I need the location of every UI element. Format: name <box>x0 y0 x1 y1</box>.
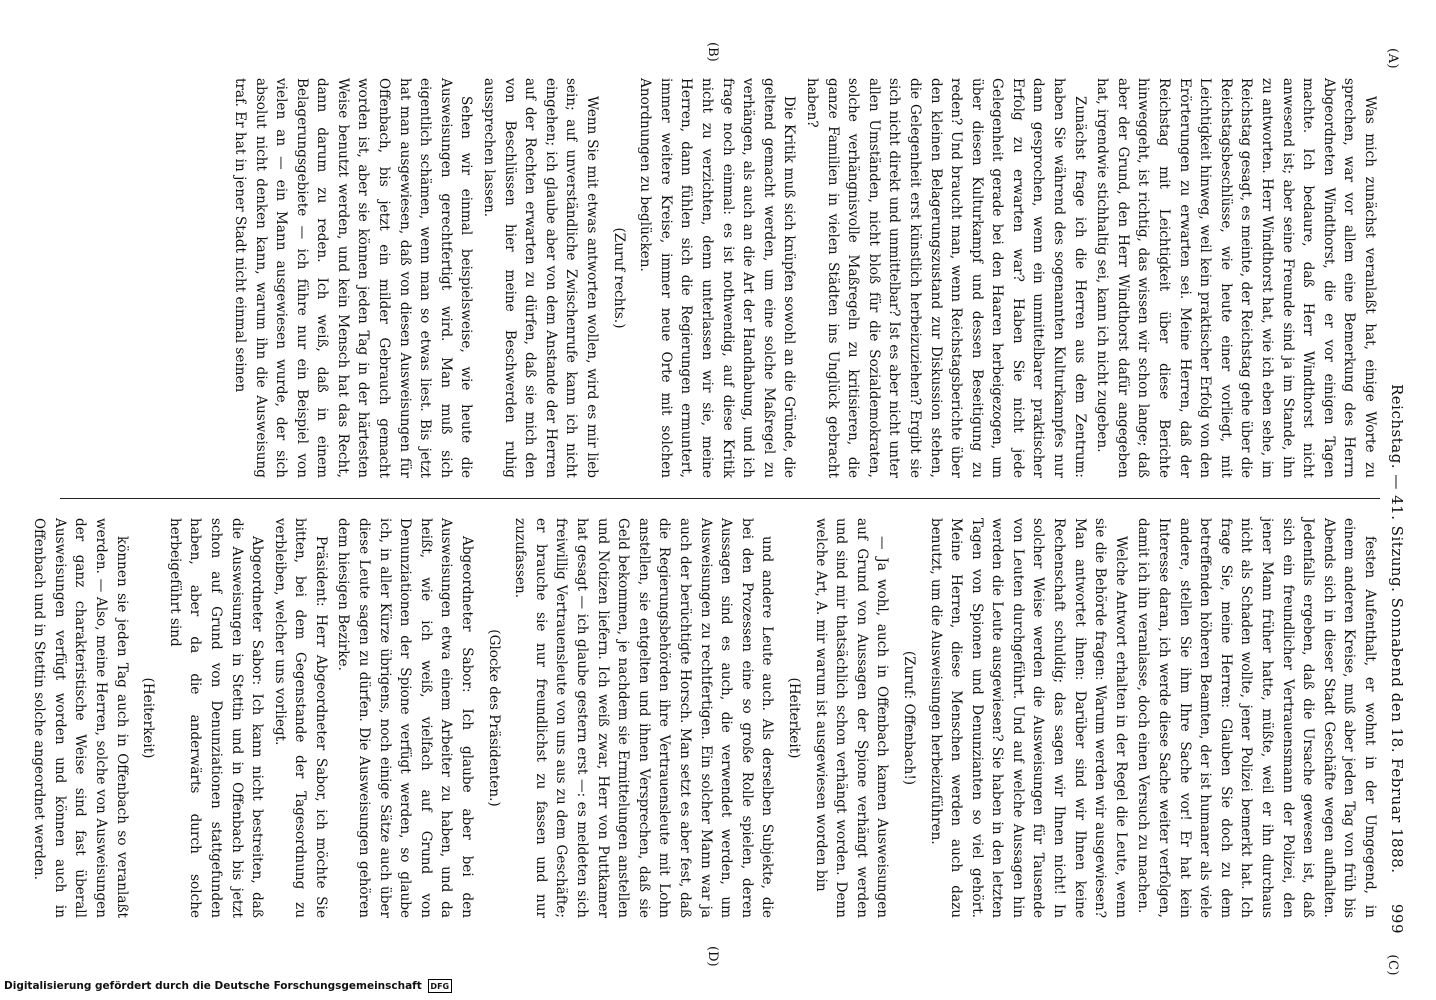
running-title: Reichstag. — 41. Sitzung. Sonnabend den 18. Februar 1888. <box>1388 384 1406 874</box>
interjection: (Heiterkeit) <box>140 677 157 759</box>
interjection: (Zuruf rechts.) <box>610 227 627 329</box>
paragraph: Wenn Sie mit etwas antworten wollen, wird es mir lieb sein; auf unverständliche Zwischenrufe kann ich nicht eingehen; ich glaube aber von dem Anstande der Herren auf der Rechten erwarten zu dürfen, daß sie mich den von Beschlüssen hier meine Beschwerden ruhig aussprechen lassen. <box>481 78 601 478</box>
interjection: (Glocke des Präsidenten.) <box>485 629 502 807</box>
column-divider <box>60 498 1380 499</box>
paragraph: Was mich zunächst veranlaßt hat, einige Worte zu sprechen, war vor allem eine Bemerkung des Herrn Abgeordneten Windthorst, die er vor einigen Tagen machte. Ich bedaure, daß Herr Windthorst nicht anwesend ist; aber seine Freunde sind ja im Stande, ihn zu antworten. Herr Windthorst hat, wie ich eben sehe, im Reichstag gesagt, es meinte, der Reichstag gehe über die Reichstagsbeschlüsse, wie heute einer vorliegt, mit Leichtigkeit hinweg, weil kein praktischer Erfolg von den Erörterungen zu erwarten sei. Meine Herren, daß der Reichstag mit Leichtigkeit über diese Berichte hinweggeht, ist richtig, das wissen wir schon lange; daß aber der Grund, den Herr Windthorst dafür angegeben hat, irgendwie stichhaltig sei, kann ich nicht zugeben. <box>1094 78 1378 478</box>
paragraph: und andere Leute auch. Als derselben Subjekte, die bei den Prozessen eine so große Rolle spielen, deren Aussagen sind es auch, die verwendet werden, um Ausweisungen zu rechtfertigen. Ein solcher Mann war ja auch der berüchtigte Horsch. Man setzt es aber fest, daß die Regierungsbehörden ihre Vertrauensleute mit Lohn anstellen, sie entgelten und ihnen Versprechen, daß sie Geld bekommen, je nachdem sie Ermittelungen anstellen und Notizen liefern. Ich weiß zwar, Herr von Puttkamer hat gesagt — ich glaube gestern erst —: es meldeten sich freiwillig Vertrauensleute von uns aus zu dem Geschäfte; er brauche sie nur freundlichst zu fassen und nur zuzufassen. <box>512 518 776 918</box>
paragraph: festen Aufenthalt, er wohnt in der Umgegend, in einem anderen Kreise, muß aber jeden Tag von früh bis Abends sich in dieser Stadt Geschäfte wegen aufhalten. Jedenfalls ergeben, daß die Ursache gewesen ist, daß sich ein freundlicher Vertrauensmann der Polizei, den jener Mann früher hatte, müßte, weil er ihn durchaus nicht als Schaden wollte, jener Polizei bemerkt hat. Ich frage Sie, meine Herren: Glauben Sie doch zu dem betreffenden höheren Beamten, der ist humaner als viele andere, stellen Sie ihm Ihre Sache vor! Er hat kein Interesse daran, ich werde diese Sache weiter verfolgen, damit ich ihn veranlasse, doch einen Versuch zu machen. <box>1135 518 1378 918</box>
credit-text: Digitalisierung gefördert durch die Deutsche Forschungsgemeinschaft <box>4 980 422 992</box>
left-text-column <box>40 78 1380 478</box>
margin-mark-d: (D) <box>705 946 720 967</box>
interjection: (Zuruf: Offenbach!) <box>900 650 917 786</box>
paragraph: Präsident: Herr Abgeordneter Sabor, ich möchte Sie bitten, bei dem Gegenstande der Tagesordnung zu verbleiben, welcher uns vorliegt. <box>271 518 329 918</box>
digitization-credit <box>0 976 1436 996</box>
paragraph: Sehen wir einmal beispielsweise, wie heute die Ausweisungen gerechtfertigt wird. Man muß sich eigentlich schämen, wenn man so etwas liest. Bis jetzt hat man ausgewiesen, daß von diesen Ausweisungen für Offenbach, bis jetzt ein milder Gebrauch gemacht worden ist, aber sie können jeden Tag in der härtesten Weise benutzt werden, und kein Mensch hat das Recht, dann darum zu reden. Ich weiß, daß in einem Belagerungsgebiete — ich führe nur ein Beispiel von vielen an — ein Mann ausgewiesen wurde, der sich absolut nicht denken kann, warum ihn die Ausweisung traf. Er hat in jener Stadt nicht einmal seinen <box>231 78 475 478</box>
paragraph: Die Kritik muß sich knüpfen sowohl an die Gründe, die geltend gemacht werden, um eine solche Maßregel zu verhängen, als auch an die Art der Handhabung, und ich frage noch einmal: es ist nothwendig, auf diese Kritik nicht zu verzichten, denn unterlassen wir sie, meine Herren, dann fühlen sich die Regierungen ermuntert, immer weitere Kreise, immer neue Orte mit solchen Anordnungen zu beglücken. <box>637 78 798 478</box>
paragraph: Welche Antwort erhalten in der Regel die Leute, wenn sie die Behörde fragen: Warum werden wir ausgewiesen? Man antwortet ihnen: Darüber sind wir Ihnen keine Rechenschaft schuldig; das sagen wir Ihnen nicht! In solcher Weise werden die Ausweisungen für Tausende von Leuten durchgeführt. Und auf welche Aussagen hin werden die Leute ausgewiesen? Sie haben in den letzten Tagen von Spionen und Denunzianten so viel gehört. Meine Herren, diese Menschen werden auch dazu benutzt, um die Ausweisungen herbeizuführen. <box>927 518 1129 918</box>
margin-mark-c: (C) <box>1385 954 1400 976</box>
page-number: 999 <box>1388 903 1406 934</box>
paragraph: — Ja wohl, auch in Offenbach kamen Ausweisungen auf Grund von Aussagen der Spione verhängt werden und sind mir thatsächlich schon verhängt worden. Denn welche Art, A. mir warum ist ausgewiesen worden bin <box>812 518 891 918</box>
right-text-column <box>31 518 1380 918</box>
page-header <box>1384 48 1406 976</box>
interjection: (Heiterkeit) <box>785 677 802 759</box>
dfg-logo-icon: DFG <box>428 979 452 993</box>
paragraph: Abgeordneter Sabor: Ich glaube aber bei den Ausweisungen etwa einem Arbeiter zu haben, und da heißt, wie ich weiß, vielfach auf Grund von Denunziationen der Spione verfügt werden, so glaube ich, in aller Kürze übrigens, noch einige Sätze auch über diese Leute sagen zu dürfen. Die Ausweisungen gehören dem hiesigen Bezirke. <box>335 518 476 918</box>
margin-mark-a: (A) <box>1385 48 1400 70</box>
margin-mark-b: (B) <box>705 42 720 62</box>
paragraph: Abgeordneter Sabor: Ich kann nicht bestreiten, daß die Ausweisungen in Stettin und in Offenbach bis jetzt schon auf Grund von Denunziationen stattgefunden haben, aber da die anderwärts durch solche herbeigeführt sind <box>166 518 266 918</box>
paragraph: Zunächst frage ich die Herren aus dem Zentrum: haben Sie während des sogenannten Kulturkampfes nur dann gesprochen, wenn ein unmittelbarer praktischer Erfolg zu erwarten war? Haben Sie nicht jede Gelegenheit gerade bei den Haaren herbeigezogen, um über diesen Kulturkampf und dessen Beseitigung zu reden? Und braucht man, wenn Reichstagsberichte über den kleinen Belagerungszustand zur Diskussion stehen, die Gelegenheit erst künstlich herbeizuziehen? Ergibt sie sich nicht direkt und unmittelbar? Ist es aber nicht unter allen Umständen, nicht bloß für die Sozialdemokraten, solche verhängnisvolle Maßregeln zu kritisieren, die ganze Familien in vielen Städten ins Unglück gebracht haben? <box>803 78 1088 478</box>
paragraph: können sie jeden Tag auch in Offenbach so veranlaßt werden. — Also, meine Herren, solche von Ausweisungen der ganz charakteristische Weise sind fast überall Ausweisungen verfügt worden und können auch in Offenbach und in Stettin solche angeordnet werden. <box>31 518 130 918</box>
